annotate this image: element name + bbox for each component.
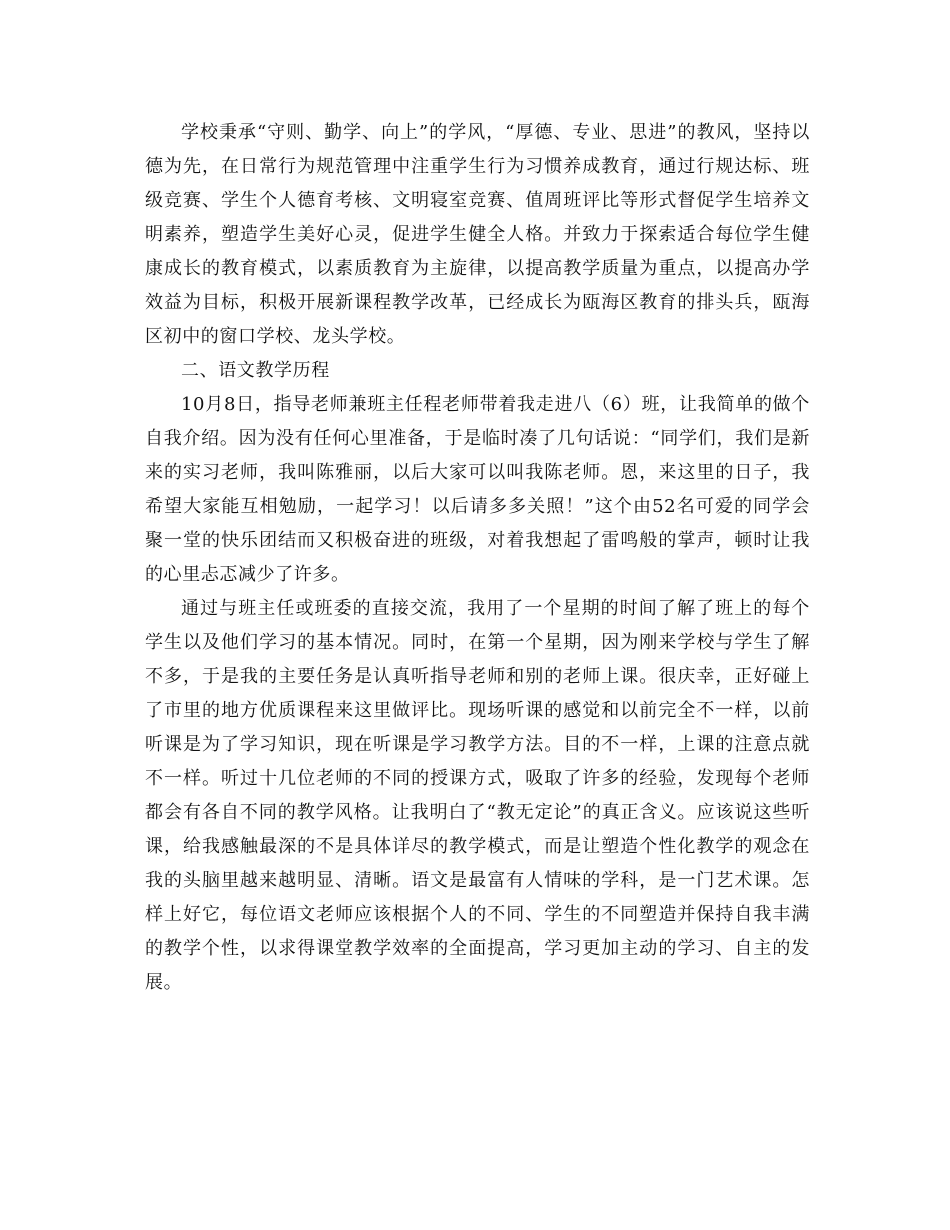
paragraph-school-motto: 学校秉承“守则、勤学、向上”的学风，“厚德、专业、思进”的教风，坚持以德为先，在日常行为规范管理中注重学生行为习惯养成教育，通过行规达标、班级竞赛、学生个人德育考核、文明寝室竞赛、值周班评比等形式督促学生培养文明素养，塑造学生美好心灵，促进学生健全人格。并致力于探索适合每位学生健康成长的教育模式，以素质教育为主旋律，以提高教学质量为重点，以提高办学效益为目标，积极开展新课程教学改革，已经成长为瓯海区教育的排头兵，瓯海区初中的窗口学校、龙头学校。 xyxy=(145,122,810,347)
paragraph-self-introduction: 10月8日，指导老师兼班主任程老师带着我走进八（6）班，让我简单的做个自我介绍。因为没有任何心里准备，于是临时凑了几句话说：“同学们，我们是新来的实习老师，我叫陈雅丽，以后大家可以叫我陈老师。恩，来这里的日子，我希望大家能互相勉励，一起学习！以后请多多关照！”这个由52名可爱的同学会聚一堂的快乐团结而又积极奋进的班级，对着我想起了雷鸣般的掌声，顿时让我的心里忐忑减少了许多。 xyxy=(145,394,810,585)
section-heading-teaching-history: 二、语文教学历程 xyxy=(181,360,330,381)
paragraph-lesson-observation: 通过与班主任或班委的直接交流，我用了一个星期的时间了解了班上的每个学生以及他们学习的基本情况。同时，在第一个星期，因为刚来学校与学生了解不多，于是我的主要任务是认真听指导老师和别的老师上课。很庆幸，正好碰上了市里的地方优质课程来这里做评比。现场听课的感觉和以前完全不一样，以前听课是为了学习知识，现在听课是学习教学方法。目的不一样，上课的注意点就不一样。听过十几位老师的不同的授课方式，吸取了许多的经验，发现每个老师都会有各自不同的教学风格。让我明白了“教无定论”的真正含义。应该说这些听课，给我感触最深的不是具体详尽的教学模式，而是让塑造个性化教学的观念在我的头脑里越来越明显、清晰。语文是最富有人情味的学科，是一门艺术课。怎样上好它，每位语文老师应该根据个人的不同、学生的不同塑造并保持自我丰满的教学个性，以求得课堂教学效率的全面提高，学习更加主动的学习、自主的发展。 xyxy=(145,598,810,993)
document-body xyxy=(145,116,810,1000)
